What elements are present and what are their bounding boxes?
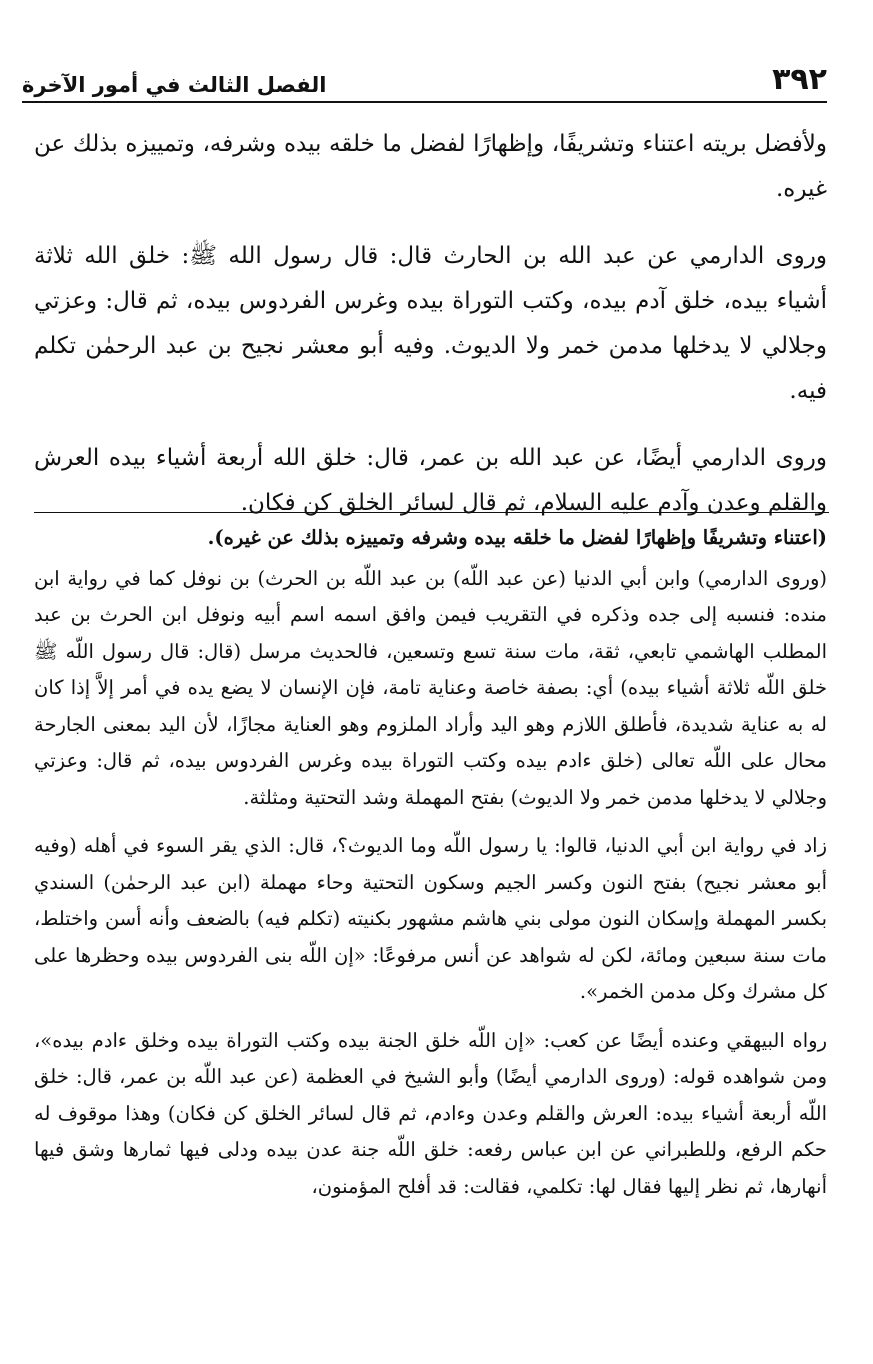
commentary-paragraph-2: (وروى الدارمي) وابن أبي الدنيا (عن عبد اللّه) بن عبد اللّه بن الحرث) بن نوفل كما في رواية ابن منده: فنسبه إلى جده وذكره في التقريب فيمن وافق اسمه اسم أبيه ونوفل ابن الحرث بن عبد المطلب الهاشمي تابعي، ثقة، مات سنة تسع وتسعين، فالحديث مرسل (قال: قال رسول اللّه ﷺ خلق اللّه ثلاثة أشياء بيده) أي: بصفة خاصة وعناية تامة، فإن الإنسان لا يضع يده في أمر إلاَّ إذا كان له به عناية شديدة، فأطلق اللازم وهو اليد وأراد الملزوم وهو العناية مجازًا، لأن اليد بمعنى الجارحة محال على اللّه تعالى (خلق ءادم بيده وكتب التوراة بيده وغرس الفردوس بيده، ثم قال: وعزتي وجلالي لا يدخلها مدمن خمر ولا الديوث) بفتح المهملة وشد التحتية ومثلثة. <box>34 566 827 809</box>
main-paragraph-3: وروى الدارمي أيضًا، عن عبد الله بن عمر، قال: خلق الله أربعة أشياء بيده العرش والقلم وعدن وآدم عليه السلام، ثم قال لسائر الخلق كن فكان. <box>34 445 827 516</box>
page-number: ٣٩٢ <box>772 62 827 97</box>
commentary-paragraph-1: (اعتناء وتشريفًا وإظهارًا لفضل ما خلقه بيده وشرفه وتمييزه بذلك عن غيره). <box>207 526 827 549</box>
footnote-divider <box>34 512 829 513</box>
commentary-paragraph-3: زاد في رواية ابن أبي الدنيا، قالوا: يا رسول اللّه وما الديوث؟، قال: الذي يقر السوء في أهله (وفيه أبو معشر نجيح) بفتح النون وكسر الجيم وسكون التحتية وحاء مهملة (ابن عبد الرحمٰن) السندي بكسر المهملة وإسكان النون مولى بني هاشم مشهور بكنيته (تكلم فيه) بالضعف وأنه أسن واختلط، مات سنة سبعين ومائة، لكن له شواهد عن أنس مرفوعًا: «إن اللّه بنى الفردوس بيده وحظرها على كل مشرك وكل مدمن الخمر». <box>34 834 827 1003</box>
commentary-paragraph-4: رواه البيهقي وعنده أيضًا عن كعب: «إن اللّه خلق الجنة بيده وكتب التوراة بيده وخلق ءادم بيده»، ومن شواهده قوله: (وروى الدارمي أيضًا) وأبو الشيخ في العظمة (عن عبد اللّه بن عمر، قال: خلق اللّه أربعة أشياء بيده: العرش والقلم وعدن وءادم، ثم قال لسائر الخلق كن فكان) وهذا موقوف له حكم الرفع، وللطبراني عن ابن عباس رفعه: خلق اللّه جنة عدن بيده ودلى فيها ثمارها وشق فيها أنهارها، ثم نظر إليها فقال لها: تكلمي، فقالت: قد أفلح المؤمنون، <box>34 1028 827 1198</box>
main-text <box>34 122 827 548</box>
running-title: الفصل الثالث في أمور الآخرة <box>22 73 327 97</box>
main-paragraph-2: وروى الدارمي عن عبد الله بن الحارث قال: قال رسول الله ﷺ: خلق الله ثلاثة أشياء بيده، خلق آدم بيده، وكتب التوراة بيده وغرس الفردوس بيده، ثم قال: وعزتي وجلالي لا يدخلها مدمن خمر ولا الديوث. وفيه أبو معشر نجيح بن عبد الرحمٰن تكلم فيه. <box>34 243 827 404</box>
page-header <box>22 55 827 103</box>
main-paragraph-1: ولأفضل بريته اعتناء وتشريفًا، وإظهارًا لفضل ما خلقه بيده وشرفه، وتمييزه بذلك عن غيره. <box>34 131 827 202</box>
commentary-section <box>34 520 827 1217</box>
